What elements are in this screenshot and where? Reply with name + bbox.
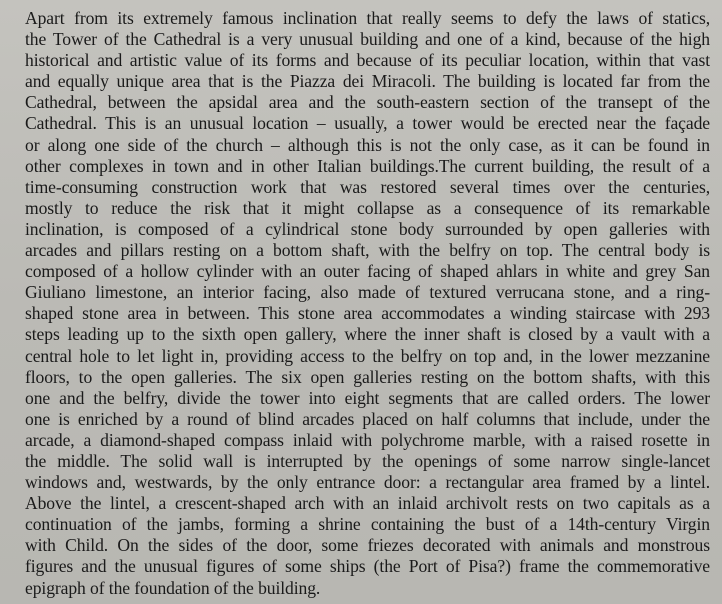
text-line: time-consuming construction work that was restored several times over the centuries, xyxy=(25,176,710,197)
text-line: historical and artistic value of its forms and because of its peculiar location, within that vast xyxy=(25,50,710,71)
text-line: Cathedral. This is an unusual location – usually, a tower would be erected near the façade xyxy=(25,113,710,134)
text-line: inclination, is composed of a cylindrical stone body surrounded by open galleries with xyxy=(25,218,710,239)
text-line: Giuliano limestone, an interior facing, also made of textured verrucana stone, and a ring- xyxy=(25,282,710,303)
text-line: the Tower of the Cathedral is a very unusual building and one of a kind, because of the high xyxy=(25,29,710,50)
text-line-last: epigraph of the foundation of the building. xyxy=(25,577,321,598)
text-line: one is enriched by a round of blind arcades placed on half columns that include, under the xyxy=(25,408,710,429)
text-line: continuation of the jambs, forming a shrine containing the bust of a 14th-century Virgin xyxy=(25,514,710,535)
text-line: shaped stone area in between. This stone area accommodates a winding staircase with 293 xyxy=(25,303,710,324)
text-line: composed of a hollow cylinder with an outer facing of shaped ahlars in white and grey San xyxy=(25,261,710,282)
text-line: central hole to let light in, providing access to the belfry on top and, in the lower mezzanine xyxy=(25,345,710,366)
text-line: arcades and pillars resting on a bottom shaft, with the belfry on top. The central body is xyxy=(25,240,710,261)
text-line: or along one side of the church – although this is not the only case, as it can be found in xyxy=(25,134,710,155)
text-line: Apart from its extremely famous inclination that really seems to defy the laws of statics, xyxy=(25,8,710,28)
text-line: other complexes in town and in other Italian buildings.The current building, the result of a xyxy=(25,155,710,176)
text-line: steps leading up to the sixth open gallery, where the inner shaft is closed by a vault with a xyxy=(25,324,710,345)
text-line: Above the lintel, a crescent-shaped arch with an inlaid archivolt rests on two capitals as a xyxy=(25,493,710,514)
text-line: Cathedral, between the apsidal area and the south-eastern section of the transept of the xyxy=(25,92,710,113)
text-line: floors, to the open galleries. The six open galleries resting on the bottom shafts, with this xyxy=(25,366,710,387)
text-line: and equally unique area that is the Piazza dei Miracoli. The building is located far from the xyxy=(25,71,710,92)
text-line: the middle. The solid wall is interrupted by the openings of some narrow single-lancet xyxy=(25,450,710,471)
text-line: arcade, a diamond-shaped compass inlaid with polychrome marble, with a raised rosette in xyxy=(25,429,710,450)
text-line: figures and the unusual figures of some ships (the Port of Pisa?) frame the commemorative xyxy=(25,556,710,577)
text-line: mostly to reduce the risk that it might collapse as a consequence of its remarkable xyxy=(25,197,710,218)
text-line: windows and, westwards, by the only entrance door: a rectangular area framed by a lintel. xyxy=(25,472,710,493)
text-line: with Child. On the sides of the door, some friezes decorated with animals and monstrous xyxy=(25,535,710,556)
text-line: one and the belfry, divide the tower into eight segments that are called orders. The lower xyxy=(25,387,710,408)
